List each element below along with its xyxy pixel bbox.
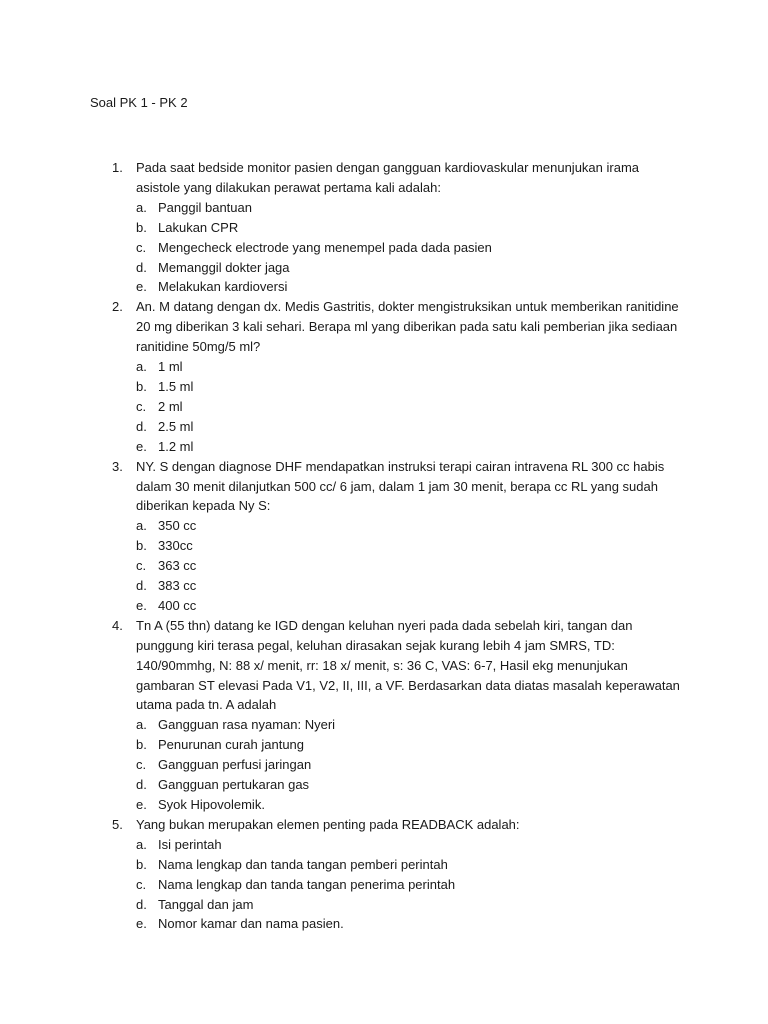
option-letter: a.	[136, 518, 147, 534]
option-text: 350 cc	[158, 518, 197, 534]
option-item	[136, 536, 682, 556]
option-item	[136, 437, 682, 457]
option-item	[136, 218, 682, 238]
option-text: 1.5 ml	[158, 378, 194, 394]
option-letter: d.	[136, 259, 147, 275]
option-letter: d.	[136, 418, 147, 434]
option-item	[136, 735, 682, 755]
question-text: NY. S dengan diagnose DHF mendapatkan instruksi terapi cairan intravena RL 300 cc habis dalam 30 menit dilanjutkan 500 cc/ 6 jam, dalam 1 jam 30 menit, berapa cc RL yang sudah diberikan kepada Ny S:	[136, 458, 665, 514]
option-list	[136, 715, 682, 815]
question-text: An. M datang dengan dx. Medis Gastritis, dokter mengistruksikan untuk memberikan ranitidine 20 mg diberikan 3 kali sehari. Berapa ml yang diberikan pada satu kali pemberian jika sediaan ranitidine 50mg/5 ml?	[136, 299, 679, 355]
option-item	[136, 775, 682, 795]
option-text: 2 ml	[158, 398, 183, 414]
option-letter: d.	[136, 896, 147, 912]
question-number: 2.	[112, 299, 123, 315]
option-item	[136, 914, 682, 934]
option-text: Panggil bantuan	[158, 199, 252, 215]
option-letter: c.	[136, 558, 147, 574]
option-item	[136, 377, 682, 397]
question-text: Pada saat bedside monitor pasien dengan gangguan kardiovaskular menunjukan irama asistole yang dilakukan perawat pertama kali adalah:	[136, 160, 640, 195]
option-letter: e.	[136, 797, 147, 812]
option-letter: a.	[136, 717, 147, 733]
option-letter: c.	[136, 398, 147, 414]
document-title: Soal PK 1 - PK 2	[90, 95, 188, 110]
question-number: 4.	[112, 617, 123, 633]
option-item	[136, 855, 682, 875]
option-item	[136, 357, 682, 377]
question-number: 5.	[112, 816, 123, 832]
question-item	[112, 616, 682, 815]
question-number: 1.	[112, 160, 123, 175]
option-text: 1 ml	[158, 359, 183, 375]
option-item	[136, 198, 682, 218]
option-item	[136, 238, 682, 258]
option-text: Syok Hipovolemik.	[158, 797, 265, 812]
option-text: 383 cc	[158, 578, 197, 594]
option-text: Gangguan pertukaran gas	[158, 777, 310, 793]
option-text: Tanggal dan jam	[158, 896, 254, 912]
option-letter: c.	[136, 239, 147, 255]
question-item	[112, 297, 682, 456]
question-item	[112, 158, 682, 297]
option-text: Memanggil dokter jaga	[158, 259, 290, 275]
option-text: 363 cc	[158, 558, 197, 574]
option-item	[136, 417, 682, 437]
option-text: Gangguan perfusi jaringan	[158, 757, 312, 773]
option-list	[136, 198, 682, 298]
option-item	[136, 576, 682, 596]
question-text: Yang bukan merupakan elemen penting pada READBACK adalah:	[136, 816, 520, 832]
option-item	[136, 556, 682, 576]
option-text: Isi perintah	[158, 836, 222, 852]
option-text: 400 cc	[158, 597, 197, 613]
option-list	[136, 357, 682, 457]
option-letter: b.	[136, 378, 147, 394]
option-item	[136, 835, 682, 855]
option-letter: a.	[136, 199, 147, 215]
option-letter: e.	[136, 916, 147, 932]
option-letter: b.	[136, 737, 147, 753]
option-letter: a.	[136, 359, 147, 375]
option-letter: c.	[136, 876, 147, 892]
question-text: Tn A (55 thn) datang ke IGD dengan keluhan nyeri pada dada sebelah kiri, tangan dan punggung kiri terasa pegal, keluhan dirasakan sejak kurang lebih 4 jam SMRS, TD: 140/90mmhg, N: 88 x/ menit, rr: 18 x/ menit, s: 36 C, VAS: 6-7, Hasil ekg menunjukan gambaran ST elevasi Pada V1, V2, II, III, a VF. Berdasarkan data diatas masalah keperawatan utama pada tn. A adalah	[136, 617, 680, 713]
option-item	[136, 516, 682, 536]
option-item	[136, 277, 682, 297]
option-list	[136, 835, 682, 935]
option-text: Mengecheck electrode yang menempel pada dada pasien	[158, 239, 492, 255]
option-letter: e.	[136, 438, 147, 454]
option-item	[136, 895, 682, 915]
option-item	[136, 397, 682, 417]
option-letter: b.	[136, 219, 147, 235]
option-text: Lakukan CPR	[158, 219, 239, 235]
option-item	[136, 795, 682, 815]
option-text: Penurunan curah jantung	[158, 737, 305, 753]
option-item	[136, 875, 682, 895]
option-letter: d.	[136, 578, 147, 594]
option-letter: d.	[136, 777, 147, 793]
option-text: 330cc	[158, 538, 193, 554]
option-text: Gangguan rasa nyaman: Nyeri	[158, 717, 336, 733]
option-letter: a.	[136, 836, 147, 852]
option-letter: c.	[136, 757, 147, 773]
option-text: Nomor kamar dan nama pasien.	[158, 916, 344, 932]
option-item	[136, 596, 682, 616]
option-letter: b.	[136, 856, 147, 872]
option-letter: b.	[136, 538, 147, 554]
option-text: 1.2 ml	[158, 438, 194, 454]
option-item	[136, 715, 682, 735]
option-list	[136, 516, 682, 616]
question-list	[112, 158, 682, 934]
option-text: 2.5 ml	[158, 418, 194, 434]
option-text: Nama lengkap dan tanda tangan penerima perintah	[158, 876, 456, 892]
option-letter: e.	[136, 597, 147, 613]
option-item	[136, 755, 682, 775]
option-item	[136, 258, 682, 278]
option-text: Nama lengkap dan tanda tangan pemberi perintah	[158, 856, 448, 872]
question-item	[112, 815, 682, 934]
option-letter: e.	[136, 279, 147, 295]
option-text: Melakukan kardioversi	[158, 279, 288, 295]
question-number: 3.	[112, 458, 123, 474]
question-item	[112, 457, 682, 616]
